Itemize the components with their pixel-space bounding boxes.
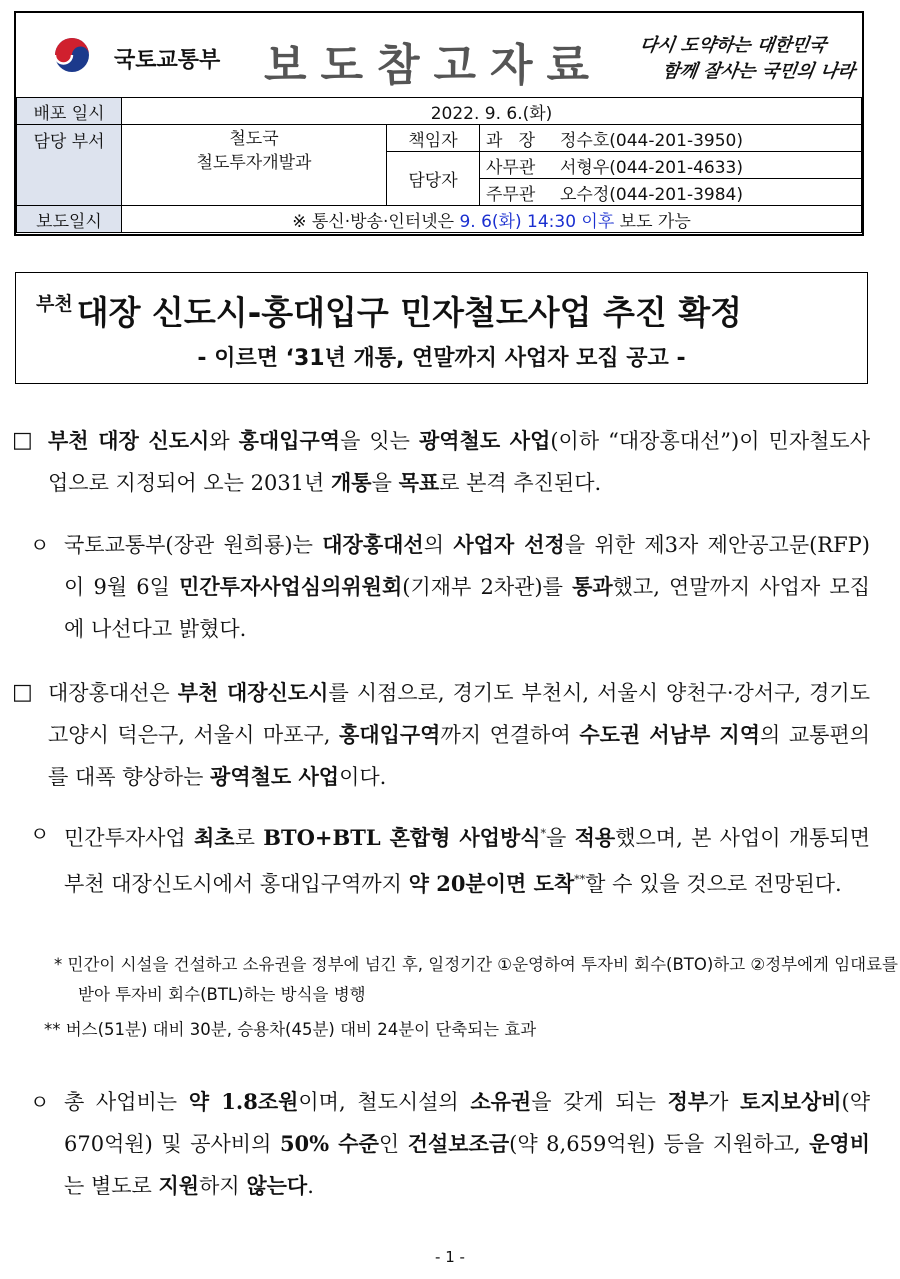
- contact-name: 서형우: [560, 157, 610, 178]
- emphasis: 광역철도 사업: [418, 428, 551, 453]
- emphasis: 통과: [572, 574, 613, 599]
- text: 로: [234, 826, 264, 850]
- contact-phone: (044-201-4633): [609, 157, 743, 178]
- text: (이하 “대장홍대선”)이 민자철도사업으로 지정되어 오는 2031년: [48, 429, 870, 495]
- footnote-2: ** 버스(51분) 대비 30분, 승용차(45분) 대비 24분이 단축되는 효과: [44, 1020, 537, 1039]
- emphasis: 부천 대장 신도시: [48, 428, 210, 453]
- text: 와: [209, 429, 239, 453]
- department-line1: 철도국: [229, 129, 279, 149]
- paragraph-1: [12, 420, 870, 504]
- emphasis: 약 20분이면 도착: [408, 871, 575, 896]
- text: 로 본격 추진된다.: [439, 471, 602, 495]
- emphasis: 최초: [194, 825, 235, 850]
- footnote-mark: *: [540, 827, 547, 840]
- embargo-label: 보도일시: [17, 206, 122, 233]
- emphasis: 민간투자사업심의위원회: [179, 574, 403, 599]
- emphasis: 개통: [331, 470, 372, 495]
- contact-name: 정수호: [560, 130, 610, 151]
- emphasis: 대장홍대선: [322, 532, 424, 557]
- emphasis: 목표: [398, 470, 440, 495]
- text: 했고, 연말까지 사업자 모집에 나선다고 밝혔다.: [64, 575, 870, 641]
- text: 가: [708, 1090, 741, 1114]
- text: 의 교통편의를 대폭 향상하는: [48, 723, 870, 789]
- text: 까지 연결하여: [440, 723, 580, 747]
- embargo-notice: [122, 206, 862, 233]
- emphasis: 적용: [574, 825, 616, 850]
- distribution-date: 2022. 9. 6.(화): [122, 98, 862, 125]
- slogan: [634, 33, 861, 85]
- headline-box: [15, 272, 868, 384]
- emphasis: 홍대입구역: [339, 722, 441, 747]
- footnote-1: * 민간이 시설을 건설하고 소유권을 정부에 넘긴 후, 일정기간 ①운영하여 투자비 회수(BTO)하고 ②정부에게 임대료를 받아 투자비 회수(BTL)하는 방식을 병행: [54, 955, 898, 1004]
- emphasis: 않는다: [246, 1173, 308, 1198]
- circle-bullet-icon: ㅇ: [30, 533, 50, 557]
- press-header: [14, 11, 864, 236]
- headline-main: 대장 신도시-홍대입구 민자철도사업 추진 확정: [76, 293, 743, 332]
- emphasis: 건설보조금: [407, 1131, 510, 1156]
- emphasis: 홍대입구역: [238, 428, 341, 453]
- embargo-suffix: 보도 가능: [614, 211, 691, 232]
- text: 을 위한 제3자 제안공고문(RFP)이 9월 6일: [64, 533, 870, 599]
- department-label: 담당 부서: [17, 125, 122, 206]
- paragraph-2: [30, 524, 870, 650]
- ministry-name: 국토교통부: [114, 48, 221, 73]
- paragraph-4: [30, 813, 870, 905]
- emphasis: 사업자 선정: [453, 532, 565, 557]
- emphasis: 50% 수준: [279, 1131, 379, 1156]
- emphasis: 수도권 서남부 지역: [579, 722, 760, 747]
- text: 이며, 철도시설의: [298, 1090, 471, 1114]
- text: 민간투자사업: [64, 826, 195, 850]
- circle-bullet-icon: ㅇ: [30, 822, 50, 846]
- footnote-mark: **: [574, 873, 586, 886]
- department: [122, 125, 387, 206]
- text: 을 갖게 되는: [531, 1090, 668, 1114]
- paragraph-3: [12, 672, 870, 798]
- contact-phone: (044-201-3950): [609, 130, 743, 151]
- emphasis: 정부: [667, 1089, 709, 1114]
- emphasis: 약 1.8조원: [188, 1089, 299, 1114]
- emphasis: 광역철도 사업: [210, 764, 340, 789]
- emphasis: BTO+BTL 혼합형 사업방식: [263, 825, 541, 850]
- embargo-time: 9. 6(화) 14:30 이후: [459, 211, 615, 232]
- contact-title: 주무관: [480, 179, 555, 206]
- emphasis: 부천 대장신도시: [177, 680, 329, 705]
- contact-person: [554, 125, 862, 152]
- emphasis: 소유권: [470, 1089, 532, 1114]
- slogan-line2: 함께 잘사는 국민의 나라: [660, 61, 857, 82]
- report-type-title: 보도참고자료: [264, 40, 604, 91]
- paragraph-5: [30, 1081, 871, 1207]
- contact-name: 오수정: [560, 184, 610, 205]
- text: 을 잇는: [340, 429, 419, 453]
- text: (약 8,659억원) 등을 지원하고,: [509, 1132, 810, 1156]
- text: 는 별도로: [64, 1174, 159, 1198]
- header-banner: [16, 13, 862, 99]
- text: (기재부 2차관)를: [402, 575, 573, 599]
- responsible-label: 책임자: [387, 125, 480, 152]
- text: 인: [378, 1132, 408, 1156]
- text: .: [307, 1174, 314, 1198]
- text: 이다.: [339, 765, 387, 789]
- government-emblem-icon: [42, 35, 102, 75]
- distribution-label: 배포 일시: [17, 98, 122, 125]
- staff-label: 담당자: [387, 152, 480, 206]
- contact-title: 과 장: [480, 125, 555, 152]
- text: 할 수 있을 것으로 전망된다.: [585, 872, 842, 896]
- emphasis: 운영비: [809, 1131, 870, 1156]
- square-bullet-icon: □: [12, 428, 33, 453]
- text: (약 670억원) 및 공사비의: [64, 1090, 871, 1156]
- text: 대장홍대선은: [48, 681, 178, 705]
- info-table: [16, 97, 862, 233]
- headline-subtitle: - 이르면 ‘31년 개통, 연말까지 사업자 모집 공고 -: [197, 346, 686, 371]
- text: 의: [423, 533, 454, 557]
- slogan-line1: 다시 도약하는 대한민국: [638, 35, 828, 56]
- text: 를 시점으로, 경기도 부천시, 서울시 양천구·강서구, 경기도 고양시 덕은구, 서울시 마포구,: [48, 681, 870, 747]
- contact-person: [554, 152, 862, 179]
- headline-title: [36, 287, 742, 334]
- department-line2: 철도투자개발과: [196, 153, 312, 173]
- emphasis: 지원: [158, 1173, 200, 1198]
- contact-phone: (044-201-3984): [609, 184, 743, 205]
- text: 을: [371, 471, 399, 495]
- text: 을: [546, 826, 575, 850]
- page-number: - 1 -: [435, 1248, 465, 1266]
- contact-person: [554, 179, 862, 206]
- text: 하지: [199, 1174, 247, 1198]
- text: 총 사업비는: [64, 1090, 189, 1114]
- text: 국토교통부(장관 원희룡)는: [64, 533, 323, 557]
- contact-title: 사무관: [480, 152, 555, 179]
- headline-prefix: 부천: [36, 293, 73, 315]
- embargo-prefix: ※ 통신·방송·인터넷은: [292, 211, 460, 232]
- text: 했으며, 본 사업이 개통되면 부천 대장신도시에서 홍대입구역까지: [64, 826, 870, 896]
- square-bullet-icon: □: [12, 680, 33, 705]
- emphasis: 토지보상비: [740, 1089, 842, 1114]
- circle-bullet-icon: ㅇ: [30, 1090, 50, 1114]
